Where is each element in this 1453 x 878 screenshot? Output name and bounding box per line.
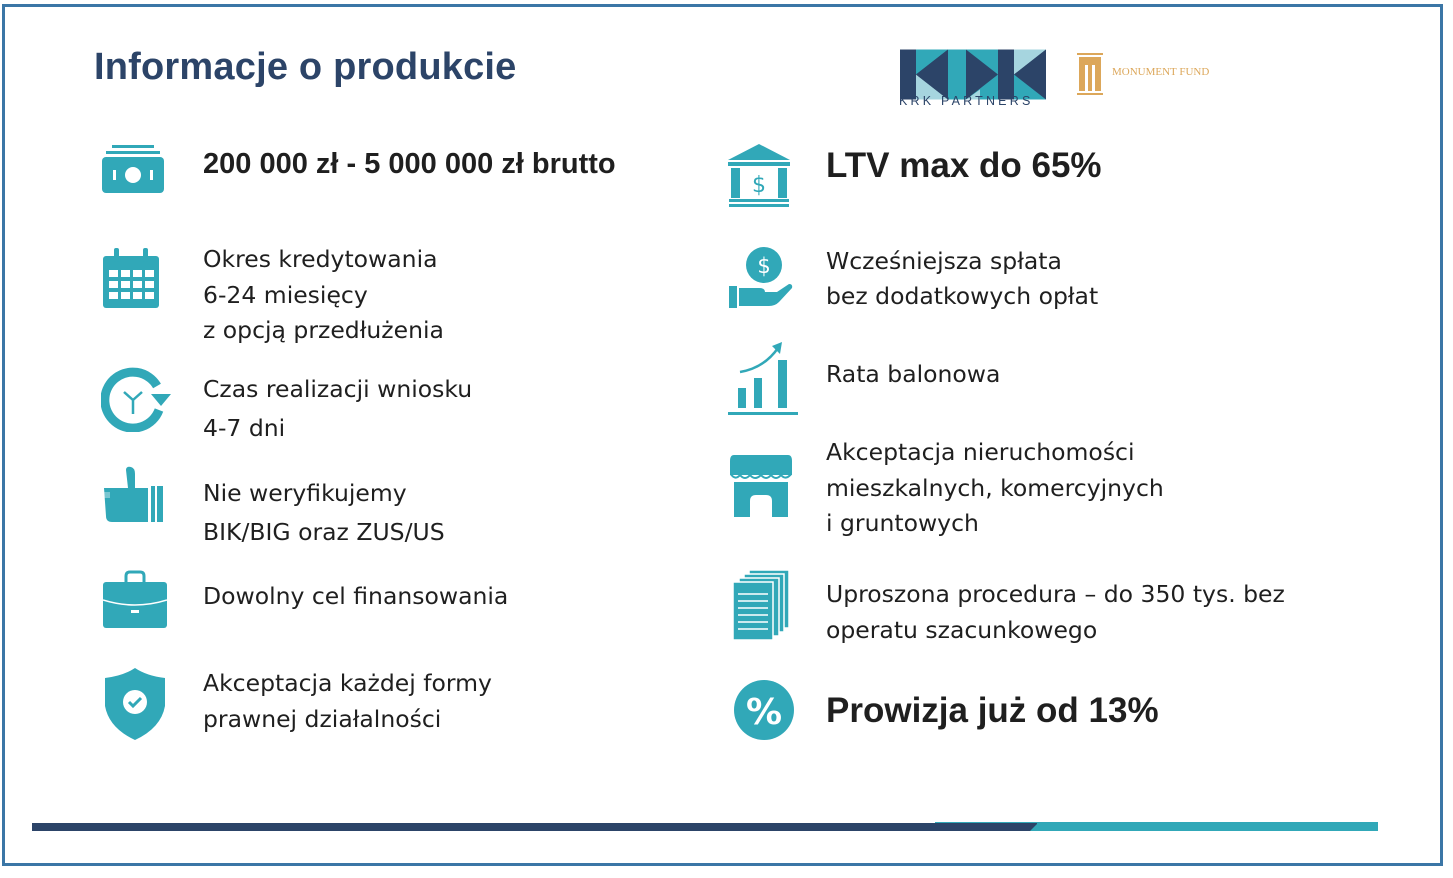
feature-text-line-2: 4-7 dni	[203, 414, 286, 442]
feature-text: Rata balonowa	[826, 360, 1001, 388]
feature-text-line-3: z opcją przedłużenia	[203, 316, 444, 344]
monument-fund-wordmark: MONUMENT FUND	[1112, 66, 1210, 78]
documents-stack-icon	[733, 570, 791, 640]
feature-text-line-1: Okres kredytowania	[203, 245, 438, 273]
feature-text-line-1: Nie weryfikujemy	[203, 479, 407, 507]
footer-bar-navy	[32, 823, 1037, 831]
calendar-icon	[103, 248, 159, 308]
feature-text-line-1: Czas realizacji wniosku	[203, 375, 473, 403]
clock-refresh-icon	[101, 366, 173, 432]
monument-fund-logo-icon	[1076, 53, 1104, 95]
bank-dollar-icon	[728, 144, 790, 207]
thumbs-up-icon	[104, 466, 166, 522]
feature-text-line-2: prawnej działalności	[203, 705, 442, 733]
page-title: Informacje o produkcie	[94, 46, 517, 88]
feature-text-line-2: operatu szacunkowego	[826, 616, 1098, 644]
feature-text-line-3: i gruntowych	[826, 509, 979, 537]
feature-text-line-1: Wcześniejsza spłata	[826, 247, 1062, 275]
feature-text-line-2: bez dodatkowych opłat	[826, 282, 1099, 310]
shield-check-icon	[105, 668, 165, 740]
footer-bar-teal	[1030, 823, 1378, 831]
storefront-icon	[730, 455, 792, 517]
percent-icon	[733, 679, 795, 741]
feature-text-line-2: 6-24 miesięcy	[203, 281, 368, 309]
feature-text: 200 000 zł - 5 000 000 zł brutto	[203, 148, 616, 180]
feature-text: Dowolny cel finansowania	[203, 582, 509, 610]
krk-partners-wordmark: KRK PARTNERS	[899, 94, 1034, 108]
feature-text-line-2: mieszkalnych, komercyjnych	[826, 474, 1164, 502]
svg-text:%: %	[745, 692, 783, 733]
svg-text:$: $	[757, 254, 771, 278]
hand-coin-icon	[729, 246, 793, 308]
briefcase-icon	[103, 570, 167, 628]
feature-text-line-2: BIK/BIG oraz ZUS/US	[203, 518, 445, 546]
feature-text-line-1: Akceptacja każdej formy	[203, 669, 492, 697]
money-bill-icon	[102, 143, 164, 193]
feature-text-line-1: Uproszona procedura – do 350 tys. bez	[826, 580, 1285, 608]
feature-text: Prowizja już od 13%	[826, 691, 1159, 730]
svg-text:$: $	[752, 173, 766, 198]
growth-chart-icon	[728, 342, 798, 416]
feature-text: LTV max do 65%	[826, 146, 1102, 185]
feature-text-line-1: Akceptacja nieruchomości	[826, 438, 1135, 466]
